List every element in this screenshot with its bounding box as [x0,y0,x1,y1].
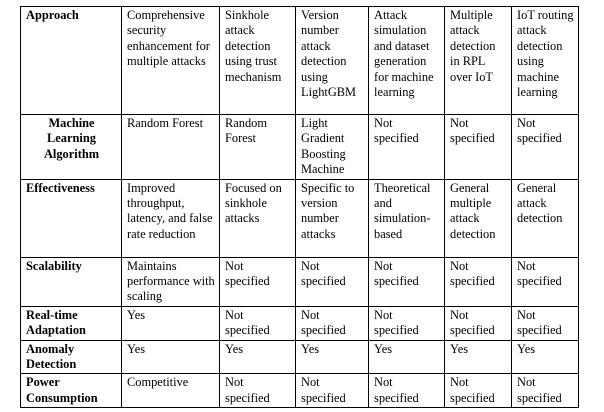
table-row-anomaly-detection [21,340,579,374]
table-cell: Yes [369,340,445,374]
table-cell: Not specified [296,257,369,306]
table-row-effectiveness [21,179,579,257]
table-cell: Improved throughput, latency, and false rate reduction [122,179,220,257]
table-cell: Not specified [220,374,296,408]
table-cell: Yes [122,340,220,374]
table-cell: Not specified [445,306,512,340]
row-label-real-time-adaptation: Real-time Adaptation [21,306,122,340]
table-cell: Light Gradient Boosting Machine [296,115,369,180]
table-cell: Yes [220,340,296,374]
table-cell: Sinkhole attack detection using trust mechanism [220,7,296,115]
table-cell: General attack detection [512,179,579,257]
comparison-table [20,6,579,408]
row-label-scalability: Scalability [21,257,122,306]
table-body [21,7,579,408]
table-cell: Yes [296,340,369,374]
table-row-ml-algorithm [21,115,579,180]
row-label-anomaly-detection: Anomaly Detection [21,340,122,374]
table-cell: Yes [512,340,579,374]
table-cell: Yes [445,340,512,374]
table-cell: Not specified [296,374,369,408]
table-cell: Not specified [369,374,445,408]
table-cell: Not specified [369,306,445,340]
table-cell: Yes [122,306,220,340]
table-cell: Not specified [512,374,579,408]
table-cell: Not specified [220,257,296,306]
table-cell: Not specified [220,306,296,340]
table-cell: Focused on sinkhole attacks [220,179,296,257]
table-cell: Not specified [512,306,579,340]
table-cell: Comprehensive security enhancement for multiple attacks [122,7,220,115]
table-cell: Not specified [445,374,512,408]
table-cell: Multiple attack detection in RPL over IoT [445,7,512,115]
table-cell: Not specified [512,257,579,306]
table-cell: Not specified [296,306,369,340]
table-row-approach [21,7,579,115]
table-cell: Not specified [445,257,512,306]
table-cell: Competitive [122,374,220,408]
table-cell: Version number attack detection using LightGBM [296,7,369,115]
table-cell: Not specified [369,257,445,306]
table-row-real-time-adaptation [21,306,579,340]
table-cell: Not specified [369,115,445,180]
table-cell: Specific to version number attacks [296,179,369,257]
row-label-ml-algorithm: Machine Learning Algorithm [21,115,122,180]
row-label-effectiveness: Effectiveness [21,179,122,257]
table-cell: General multiple attack detection [445,179,512,257]
table-cell: Not specified [512,115,579,180]
row-label-approach: Approach [21,7,122,115]
table-cell: Random Forest [122,115,220,180]
row-label-power-consumption: Power Consumption [21,374,122,408]
table-row-scalability [21,257,579,306]
table-cell: Not specified [445,115,512,180]
table-cell: Maintains performance with scaling [122,257,220,306]
table-cell: Attack simulation and dataset generation for machine learning [369,7,445,115]
table-cell: Random Forest [220,115,296,180]
table-row-power-consumption [21,374,579,408]
table-cell: Theoretical and simulation-based [369,179,445,257]
table-cell: IoT routing attack detection using machine learning [512,7,579,115]
